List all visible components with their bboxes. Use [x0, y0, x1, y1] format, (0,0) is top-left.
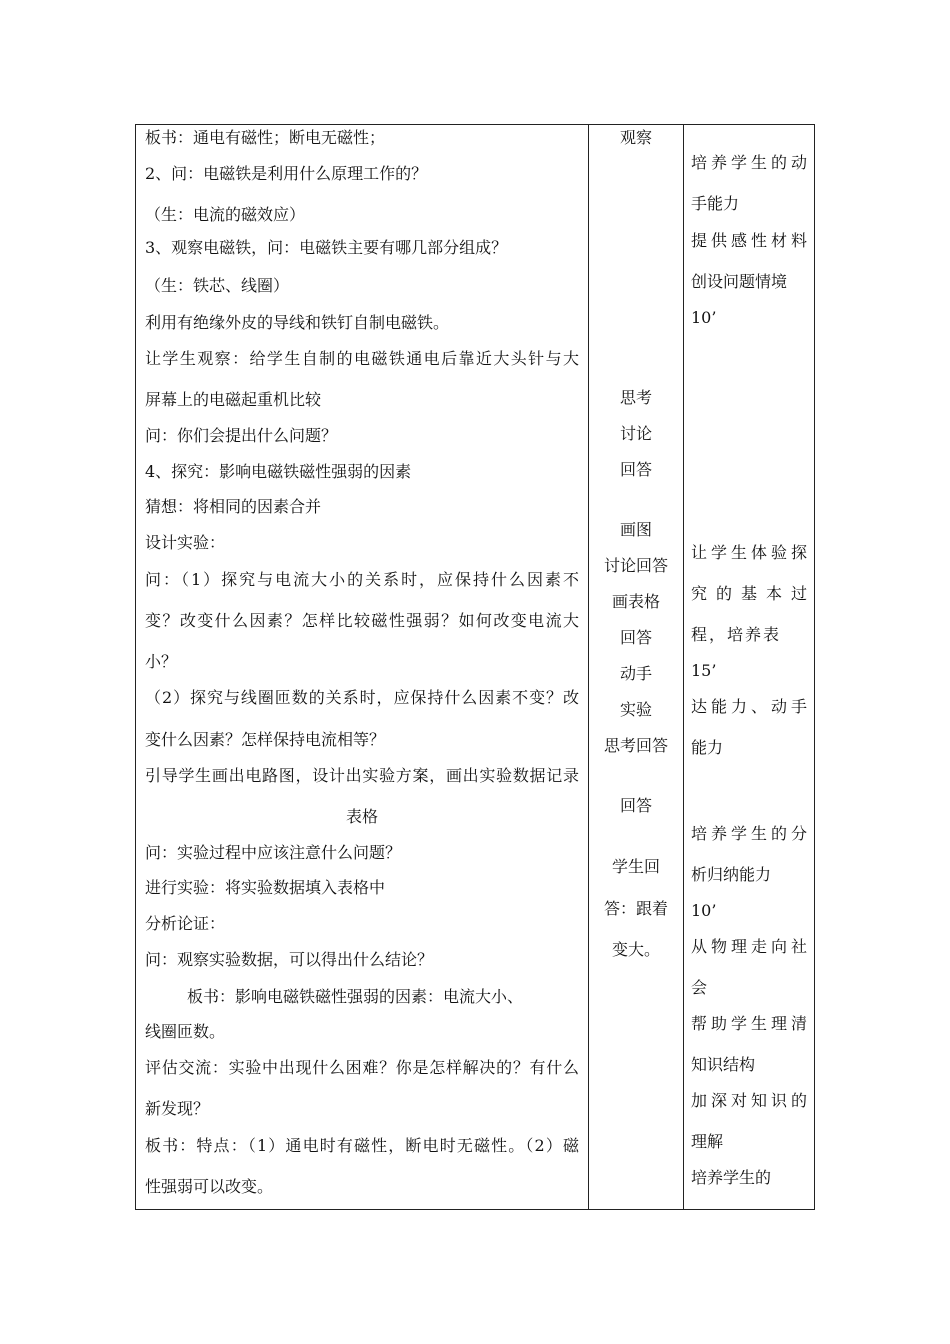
- intent-line: 达能力、动手: [691, 697, 807, 716]
- activity-line: 回答: [619, 460, 652, 479]
- activity-line: 答：跟着: [603, 899, 668, 918]
- text-line: 板书：影响电磁铁磁性强弱的因素：电流大小、: [187, 987, 524, 1006]
- text-line: 猜想：将相同的因素合并: [145, 497, 322, 516]
- intent-line: 15’: [691, 661, 717, 680]
- intent-line: 能力: [691, 738, 724, 757]
- intent-line: 手能力: [691, 194, 740, 213]
- text-line: 性强弱可以改变。: [145, 1177, 274, 1196]
- activity-line: 观察: [619, 128, 652, 147]
- activity-line: 画图: [619, 520, 652, 539]
- intent-line: 培养学生的动: [691, 153, 807, 172]
- intent-line: 10’: [691, 308, 717, 327]
- text-line: （生：铁芯、线圈）: [145, 276, 290, 295]
- text-line: 问：（1）探究与电流大小的关系时，应保持什么因素不: [145, 570, 579, 589]
- text-line: 4、探究：影响电磁铁磁性强弱的因素: [145, 462, 412, 481]
- text-line: 表格: [345, 807, 378, 826]
- text-line: 进行实验：将实验数据填入表格中: [145, 878, 386, 897]
- intent-line: 帮助学生理清: [691, 1014, 807, 1033]
- text-line: 引导学生画出电路图，设计出实验方案，画出实验数据记录: [145, 766, 579, 785]
- text-line: 变？改变什么因素？怎样比较磁性强弱？如何改变电流大: [145, 611, 579, 630]
- text-line: 变什么因素？怎样保持电流相等？: [145, 730, 386, 749]
- text-line: （生：电流的磁效应）: [145, 205, 306, 224]
- intent-line: 会: [691, 978, 708, 997]
- column-divider-2: [683, 125, 684, 1209]
- text-line: 利用有绝缘外皮的导线和铁钉自制电磁铁。: [145, 313, 450, 332]
- activity-line: 讨论: [619, 424, 652, 443]
- text-line: 板书：特点：（1）通电时有磁性，断电时无磁性。（2）磁: [145, 1136, 579, 1155]
- text-line: 小？: [145, 652, 178, 671]
- intent-line: 创设问题情境: [691, 272, 788, 291]
- text-line: 问：你们会提出什么问题？: [145, 426, 338, 445]
- text-line: 2、问：电磁铁是利用什么原理工作的？: [145, 164, 428, 183]
- intent-line: 理解: [691, 1132, 724, 1151]
- intent-line: 从物理走向社: [691, 937, 807, 956]
- activity-line: 实验: [619, 700, 652, 719]
- intent-line: 程，培养表: [691, 625, 782, 644]
- intent-line: 提供感性材料: [691, 231, 807, 250]
- text-line: （2）探究与线圈匝数的关系时，应保持什么因素不变？改: [145, 688, 579, 707]
- activity-line: 动手: [619, 664, 652, 683]
- text-line: 线圈匝数。: [145, 1022, 226, 1041]
- text-line: 3、观察电磁铁，问：电磁铁主要有哪几部分组成？: [145, 238, 508, 257]
- intent-line: 析归纳能力: [691, 865, 772, 884]
- text-line: 分析论证：: [145, 914, 226, 933]
- intent-line: 加深对知识的: [691, 1091, 807, 1110]
- activity-line: 回答: [619, 796, 652, 815]
- intent-line: 培养学生的: [691, 1168, 772, 1187]
- text-line: 新发现？: [145, 1099, 210, 1118]
- activity-line: 讨论回答: [603, 556, 668, 575]
- text-line: 屏幕上的电磁起重机比较: [145, 390, 322, 409]
- text-line: 问：实验过程中应该注意什么问题？: [145, 843, 402, 862]
- intent-line: 10’: [691, 901, 717, 920]
- text-line: 让学生观察：给学生自制的电磁铁通电后靠近大头针与大: [145, 349, 579, 368]
- activity-line: 变大。: [611, 940, 660, 959]
- activity-line: 回答: [619, 628, 652, 647]
- activity-line: 思考回答: [603, 736, 668, 755]
- intent-line: 究的基本过: [691, 584, 807, 603]
- activity-line: 学生回: [611, 857, 660, 876]
- text-line: 设计实验：: [145, 533, 226, 552]
- text-line: 评估交流：实验中出现什么困难？你是怎样解决的？有什么: [145, 1058, 579, 1077]
- text-line: 板书：通电有磁性；断电无磁性；: [145, 128, 386, 147]
- intent-line: 让学生体验探: [691, 543, 807, 562]
- intent-line: 培养学生的分: [691, 824, 807, 843]
- text-line: 问：观察实验数据，可以得出什么结论？: [145, 950, 434, 969]
- intent-line: 知识结构: [691, 1055, 756, 1074]
- activity-line: 思考: [619, 388, 652, 407]
- activity-line: 画表格: [611, 592, 660, 611]
